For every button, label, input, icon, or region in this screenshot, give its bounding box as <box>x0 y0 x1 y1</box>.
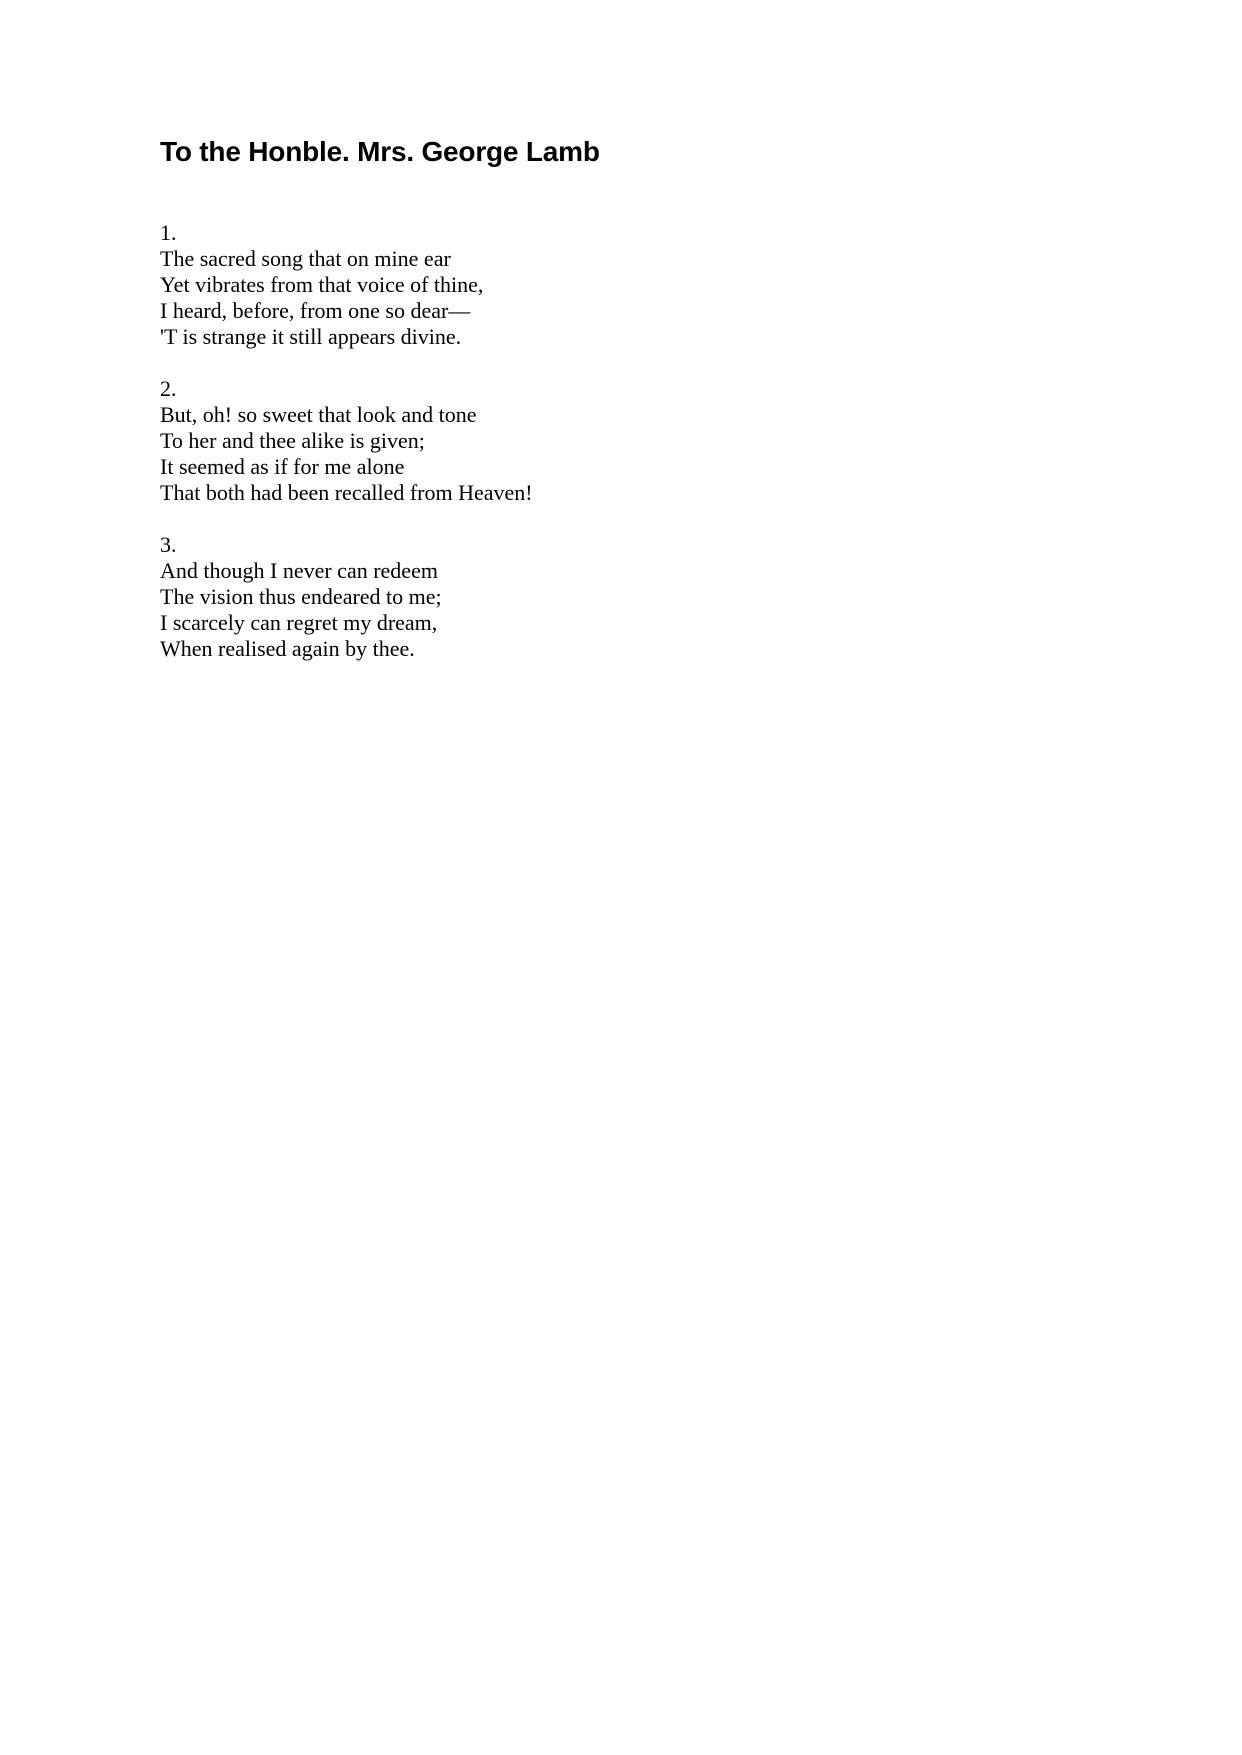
poem-line: Yet vibrates from that voice of thine, <box>160 272 484 297</box>
stanza-1 <box>160 220 1060 350</box>
poem-line: I scarcely can regret my dream, <box>160 610 438 635</box>
poem-line: And though I never can redeem <box>160 558 438 583</box>
poem-line: But, oh! so sweet that look and tone <box>160 402 477 427</box>
poem-line: The vision thus endeared to me; <box>160 584 442 609</box>
poem <box>160 220 1060 662</box>
stanza-number: 3. <box>160 532 177 557</box>
poem-line: That both had been recalled from Heaven! <box>160 480 533 505</box>
stanza-number: 1. <box>160 220 177 245</box>
stanza-3 <box>160 532 1060 662</box>
stanza-number: 2. <box>160 376 177 401</box>
poem-line: It seemed as if for me alone <box>160 454 405 479</box>
poem-line: 'T is strange it still appears divine. <box>160 324 462 349</box>
poem-line: I heard, before, from one so dear— <box>160 298 471 323</box>
poem-line: When realised again by thee. <box>160 636 415 661</box>
stanza-2 <box>160 376 1060 506</box>
poem-line: To her and thee alike is given; <box>160 428 425 453</box>
poem-line: The sacred song that on mine ear <box>160 246 451 271</box>
page-title: To the Honble. Mrs. George Lamb <box>160 136 600 167</box>
poem-content <box>160 134 1060 662</box>
